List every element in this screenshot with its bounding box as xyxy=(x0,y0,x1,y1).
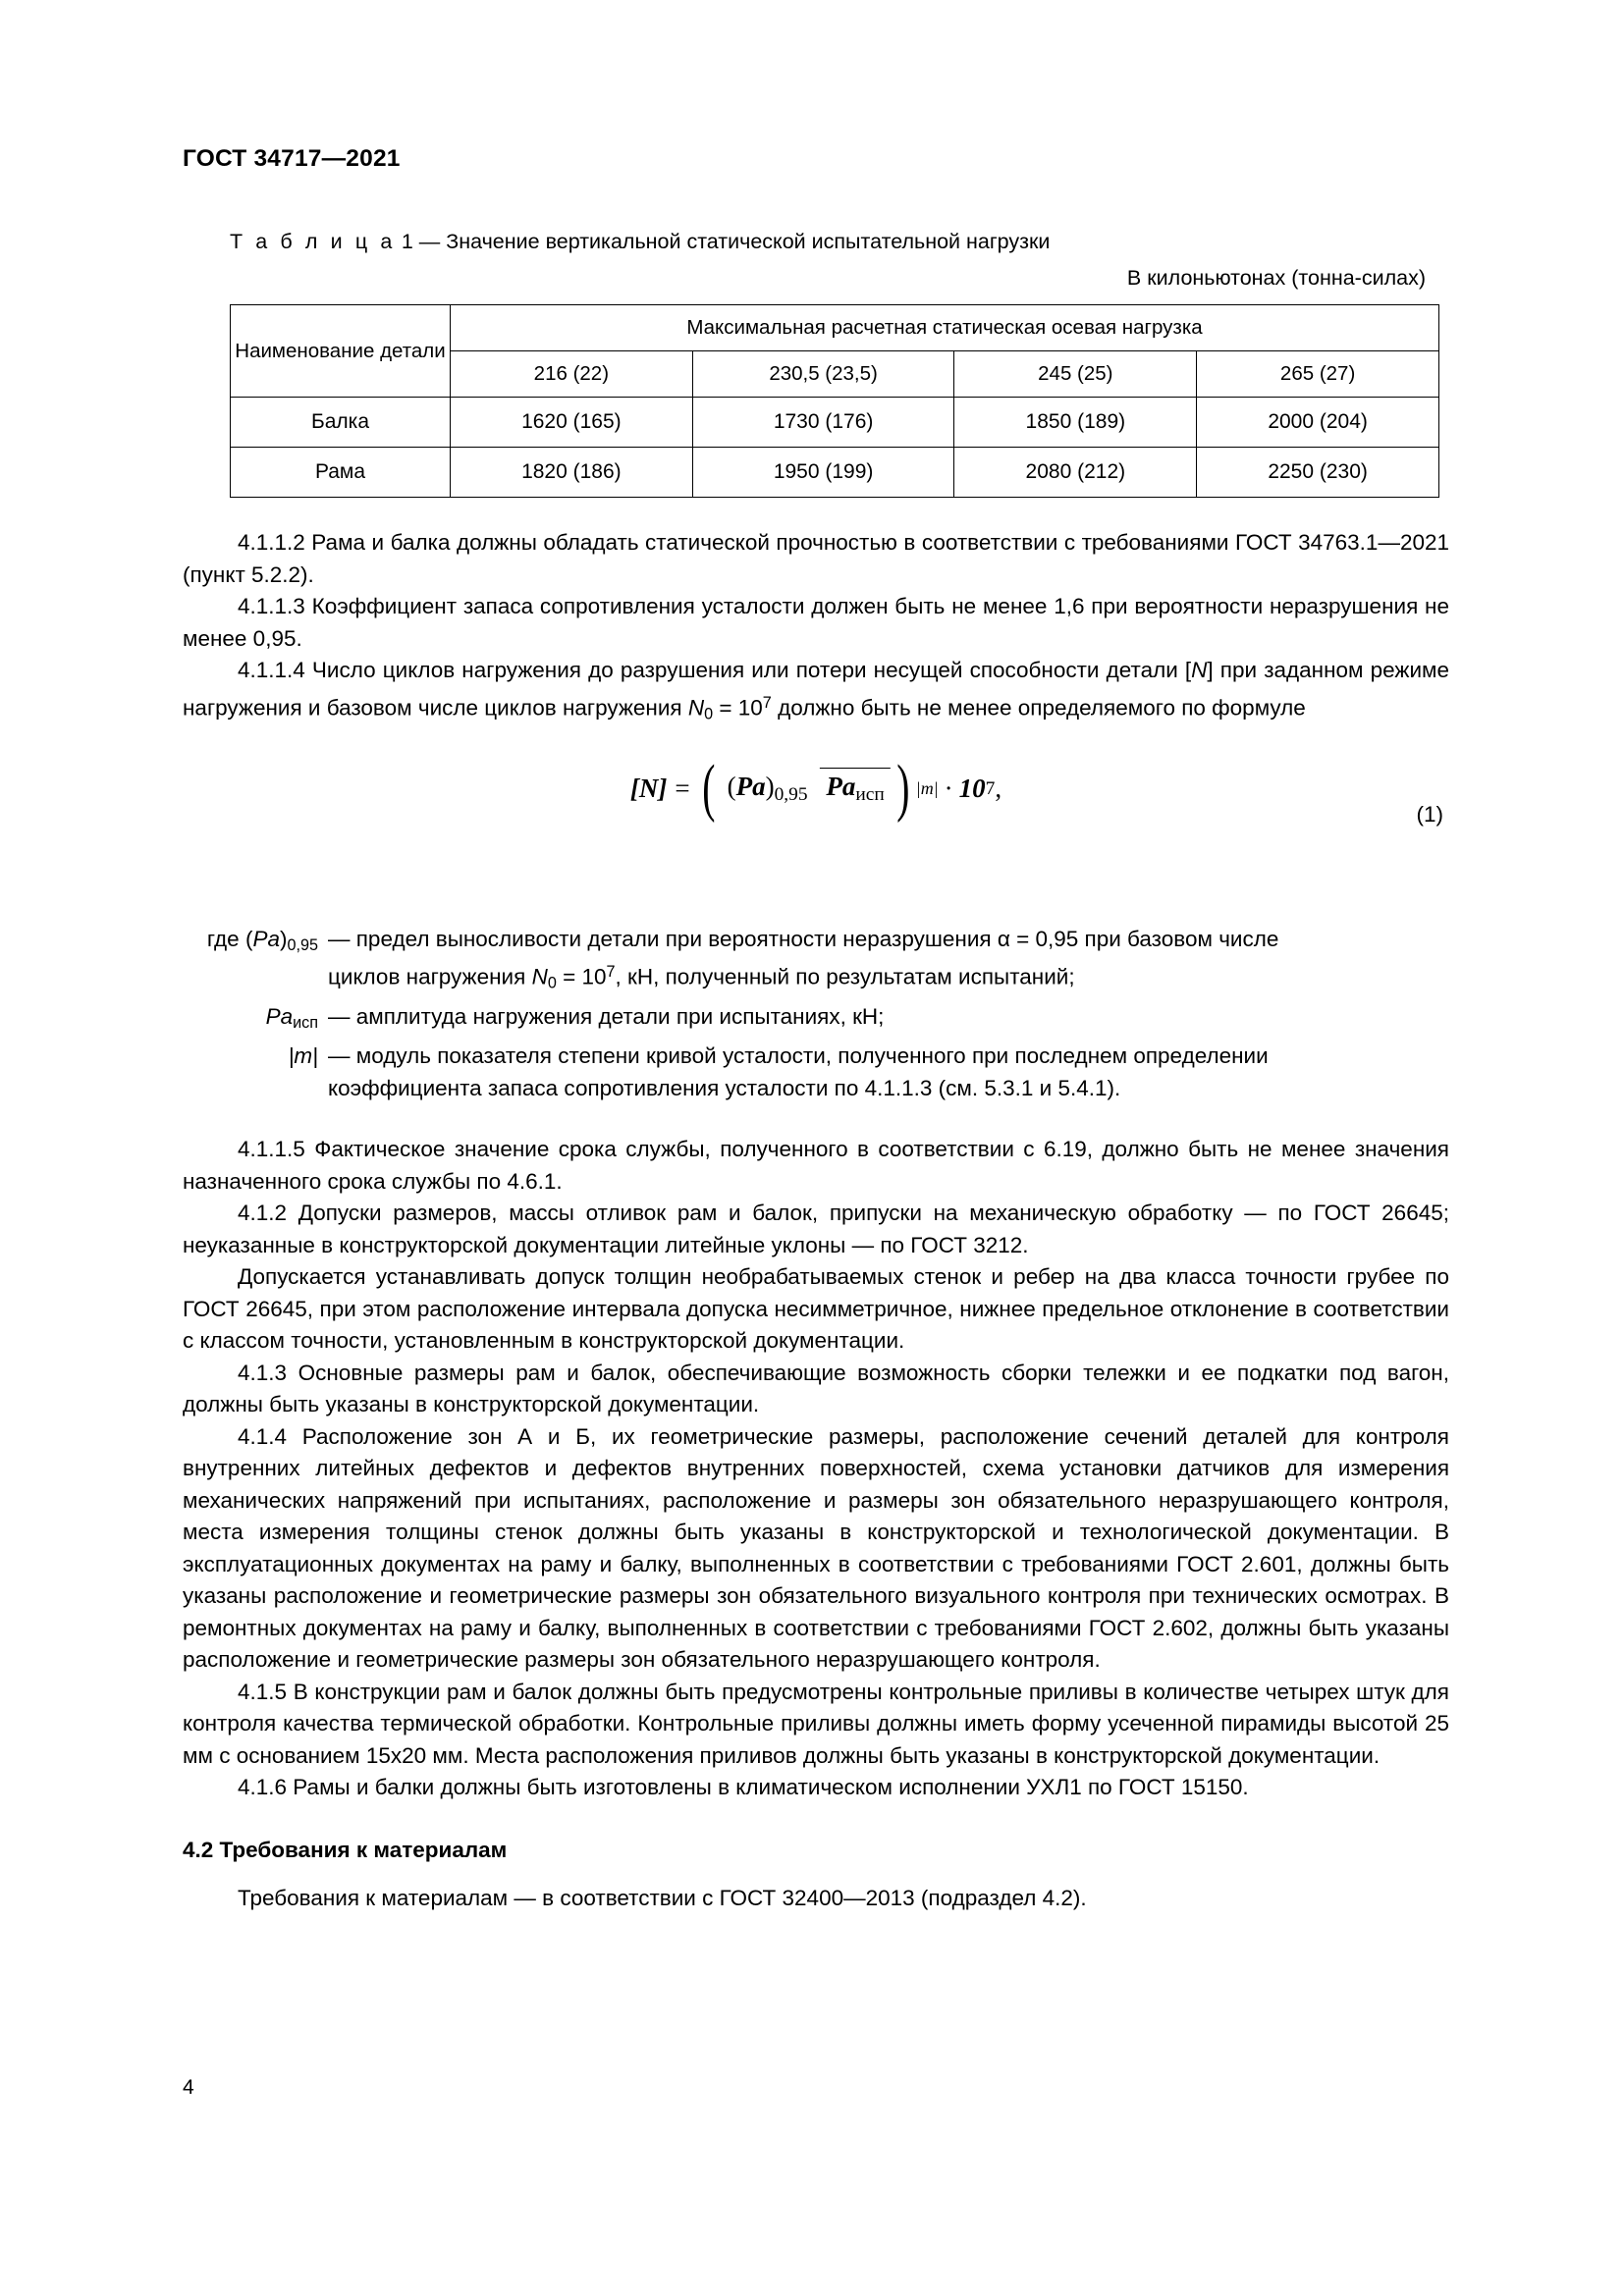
formula-equals: = xyxy=(675,774,690,804)
table-caption xyxy=(230,230,1449,254)
definition-term-paisp xyxy=(183,1001,328,1040)
page-number: 4 xyxy=(183,2076,194,2099)
formula-comma: , xyxy=(995,774,1002,804)
formula-multiply: · xyxy=(944,774,953,804)
page-content xyxy=(183,145,1449,1914)
definition-row-pa095 xyxy=(183,924,1449,998)
formula-den-var: Pa xyxy=(826,772,856,802)
formula-paren-left: ( xyxy=(701,752,716,825)
formula-bracket-close: ] xyxy=(658,774,668,804)
symbol-N: N xyxy=(1191,658,1208,682)
formula-fraction xyxy=(722,772,891,806)
section-heading-4-2: 4.2 Требования к материалам xyxy=(183,1837,508,1862)
definition-var-pa: Pa xyxy=(252,927,280,952)
definition-symbol-N0-sub: 0 xyxy=(547,974,557,992)
paragraph-4-1-3: 4.1.3 Основные размеры рам и балок, обеспечивающие возможность сборки тележки и ее подкатки под вагон, должны быть указаны в конструкторской документации. xyxy=(183,1360,1449,1417)
definition-row-m xyxy=(183,1041,1449,1104)
formula-bracket-open: [ xyxy=(629,774,639,804)
formula-denominator xyxy=(820,768,890,806)
table-col-header: 265 (27) xyxy=(1197,351,1439,398)
formula-num-sub: 0,95 xyxy=(774,784,808,806)
formula-definitions xyxy=(183,924,1449,1104)
definition-var-pa-isp: Pa xyxy=(265,1003,294,1029)
definition-desc-line2: циклов нагружения $N_0 = 10^7$, кН, полученный по результатам испытаний; xyxy=(328,962,1075,992)
definition-symbol-exp: 7 xyxy=(606,962,616,981)
table-row xyxy=(231,398,1439,448)
paragraph-4-1-1-4 xyxy=(183,655,1449,729)
definition-var-isp-sub: исп xyxy=(293,1013,318,1032)
table-caption-label: Т а б л и ц а xyxy=(230,230,396,253)
paragraph-4-1-1-2: 4.1.1.2 Рама и балка должны обладать статической прочностью в соответствии с требованиями ГОСТ 34763.1—2021 (пункт 5.2.2). xyxy=(183,530,1449,587)
formula-exponent-m: |m| xyxy=(915,778,939,799)
definition-desc-paisp: — амплитуда нагружения детали при испытаниях, кН; xyxy=(328,1003,885,1029)
formula-ten: 10 xyxy=(958,774,986,804)
definition-desc-m-line1: — модуль показателя степени кривой усталости, полученного при последнем определении xyxy=(328,1043,1269,1069)
formula-1 xyxy=(629,752,1002,825)
table-col-header: 230,5 (23,5) xyxy=(692,351,954,398)
paragraph-4-1-4: 4.1.4 Расположение зон А и Б, их геометрические размеры, расположение сечений деталей для контроля внутренних литейных дефектов и дефектов внутренних поверхностей, схема установки датчиков для измерения механических напряжений при испытаниях, расположение и размеры зон обязательного неразрушающего контроля, места измерения толщины стенок должны быть указаны в конструкторской и технологической документации. В эксплуатационных документах на раму и балку, выполненных в соответствии с требованиями ГОСТ 2.601, должны быть указаны расположение и геометрические размеры зон обязательного визуального контроля при технических осмотрах. В ремонтных документах на раму и балку, выполненных в соответствии с требованиями ГОСТ 2.602, должны быть указаны расположение и геометрические размеры зон обязательного неразрушающего контроля. xyxy=(183,1423,1449,1673)
definition-desc-line2-post: , кН, полученный по результатам испытаний; xyxy=(615,964,1075,989)
paragraph-4-1-1-5: 4.1.1.5 Фактическое значение срока службы, полученного в соответствии с 6.19, должно быть не менее значения назначенного срока службы по 4.6.1. xyxy=(183,1137,1449,1194)
definition-symbol-N0: N xyxy=(531,964,548,989)
table-cell: 1820 (186) xyxy=(451,448,693,498)
table-cell: 1950 (199) xyxy=(692,448,954,498)
paragraph-4-1-1-4-part-b: ] при заданном режиме нагружения и базовом числе циклов нагружения xyxy=(183,658,1449,720)
load-values-table xyxy=(230,304,1439,498)
definition-term-pa095: где $(Pa)_{0,95}$ xyxy=(206,927,318,955)
table-cell: 2000 (204) xyxy=(1197,398,1439,448)
definition-desc-line1: — предел выносливости детали при вероятности неразрушения α = 0,95 при базовом числе xyxy=(328,927,1279,952)
formula-ten-exp: 7 xyxy=(985,777,996,799)
table-cell: 2250 (230) xyxy=(1197,448,1439,498)
definition-var-sub: 0,95 xyxy=(287,936,318,955)
table-caption-text: 1 — Значение вертикальной статической испытательной нагрузки xyxy=(401,230,1051,253)
formula-number: (1) xyxy=(1416,802,1443,828)
paragraph-4-1-2: 4.1.2 Допуски размеров, массы отливок рам и балок, припуски на механическую обработку — по ГОСТ 26645; неуказанные в конструкторской документации литейные уклоны — по ГОСТ 3212. xyxy=(183,1201,1449,1257)
definition-row-paisp xyxy=(183,1001,1449,1040)
formula-1-wrapper xyxy=(183,752,1449,902)
definition-term-m: |m| xyxy=(288,1043,318,1069)
definition-where-label: где ( xyxy=(206,927,253,952)
symbol-exp-7: 7 xyxy=(762,693,772,712)
symbol-N0-base: N xyxy=(687,694,705,720)
paragraph-4-1-1-4-part-c: = 10 xyxy=(713,694,763,720)
formula-num-var: Pa xyxy=(735,772,766,802)
table-units-note: В килоньютонах (тонна-силах) xyxy=(1126,266,1426,290)
table-header-name: Наименование детали xyxy=(231,305,451,398)
definition-desc-pa095 xyxy=(328,924,1449,998)
table-row-name: Рама xyxy=(231,448,451,498)
table-cell: 1730 (176) xyxy=(692,398,954,448)
body-text-block-1 xyxy=(183,527,1449,729)
definition-desc-line2-pre: циклов нагружения xyxy=(328,964,532,989)
table-cell: 2080 (212) xyxy=(954,448,1197,498)
table-header-group: Максимальная расчетная статическая осевая нагрузка xyxy=(451,305,1439,351)
table-col-header: 245 (25) xyxy=(954,351,1197,398)
paragraph-4-1-1-4-part-a: 4.1.1.4 Число циклов нагружения до разрушения или потери несущей способности детали [ xyxy=(238,658,1192,682)
formula-N: N xyxy=(638,774,659,804)
formula-paren-right: ) xyxy=(896,752,910,825)
paragraph-4-1-5: 4.1.5 В конструкции рам и балок должны быть предусмотрены контрольные приливы в количестве четырех штук для контроля качества термической обработки. Контрольные приливы должны иметь форму усеченной пирамиды высотой 25 мм с основанием 15х20 мм. Места расположения приливов должны быть указаны в конструкторской документации. xyxy=(183,1679,1449,1768)
document-header: ГОСТ 34717—2021 xyxy=(183,145,401,172)
definition-desc-m xyxy=(328,1041,1449,1104)
paragraph-4-1-6: 4.1.6 Рамы и балки должны быть изготовлены в климатическом исполнении УХЛ1 по ГОСТ 15150. xyxy=(238,1775,1249,1800)
definition-desc-m-line2: коэффициента запаса сопротивления усталости по 4.1.1.3 (см. 5.3.1 и 5.4.1). xyxy=(328,1075,1121,1100)
symbol-N0-sub: 0 xyxy=(704,704,714,722)
paragraph-4-1-1-4-part-d: должно быть не менее определяемого по формуле xyxy=(771,694,1306,720)
table-cell: 1620 (165) xyxy=(451,398,693,448)
table-col-header: 216 (22) xyxy=(451,351,693,398)
table-row-name: Балка xyxy=(231,398,451,448)
table-row xyxy=(231,448,1439,498)
table-cell: 1850 (189) xyxy=(954,398,1197,448)
formula-numerator: $(Pa)_{0,95}$ xyxy=(727,772,808,806)
paragraph-tolerance: Допускается устанавливать допуск толщин необрабатываемых стенок и ребер на два класса точности грубее по ГОСТ 26645, при этом расположение интервала допуска несимметричное, нижнее предельное отклонение в соответствии с классом точности, установленным в конструкторской документации. xyxy=(183,1264,1449,1354)
body-text-block-2 xyxy=(183,1134,1449,1804)
paragraph-4-1-1-3: 4.1.1.3 Коэффициент запаса сопротивления усталости должен быть не менее 1,6 при вероятности неразрушения не менее 0,95. xyxy=(183,594,1449,651)
paragraph-4-2-body: Требования к материалам — в соответствии с ГОСТ 32400—2013 (подраздел 4.2). xyxy=(238,1885,1087,1910)
table-header-row-1 xyxy=(231,305,1439,351)
formula-den-sub: исп xyxy=(855,784,885,806)
